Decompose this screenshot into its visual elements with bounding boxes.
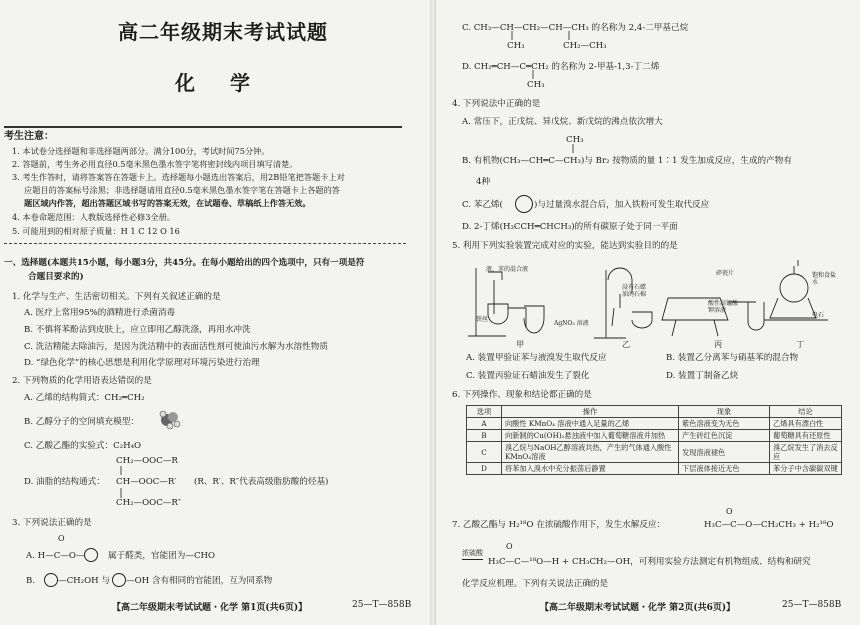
q4-option-a: A. 常压下，正戊烷、异戊烷、新戊烷的沸点依次增大 bbox=[462, 117, 663, 127]
apparatus-jia-label-2: 铁丝 bbox=[476, 316, 489, 323]
table-cell: C bbox=[467, 442, 502, 463]
subject-title: 化 学 bbox=[175, 71, 264, 95]
notice-heading: 考生注意： bbox=[4, 131, 54, 142]
question-3: 3. 下列说法正确的是 bbox=[12, 518, 92, 528]
apparatus-jia-label-3: AgNO₃ 溶液 bbox=[554, 320, 589, 327]
table-cell: 向酸性 KMnO₄ 溶液中通入足量的乙烯 bbox=[502, 418, 679, 430]
q3-a-tail: 属于醛类，官能团为—CHO bbox=[108, 551, 216, 561]
notice-4: 4. 本卷命题范围：人教版选择性必修3全册。 bbox=[12, 212, 175, 222]
q2-option-a: A. 乙烯的结构简式：CH₂═CH₂ bbox=[24, 393, 145, 403]
q2-option-d: D. 油脂的结构通式： bbox=[24, 477, 105, 487]
table-cell: 下层液体接近无色 bbox=[679, 463, 770, 475]
q2-option-c: C. 乙酸乙酯的实验式：C₂H₄O bbox=[24, 441, 142, 451]
q4-option-d: D. 2-丁烯(H₃CCH═CHCH₃)的所有碳原子处于同一平面 bbox=[462, 222, 678, 232]
q5-option-d: D. 装置丁制备乙炔 bbox=[666, 371, 739, 381]
question-5: 5. 利用下列实验装置完成对应的实验，能达到实验目的的是 bbox=[452, 241, 678, 251]
q1-option-c: C. 洗洁精能去除油污，是因为洗洁精中的表面活性剂可使油污水解为水溶性物质 bbox=[24, 342, 328, 352]
q1-option-a: A. 医疗上常用95%的酒精进行杀菌消毒 bbox=[24, 308, 176, 318]
q7-reactant: H₃C—C—O—CH₂CH₃ + H₂¹⁸O bbox=[704, 520, 834, 530]
q4-option-c-pre: C. 苯乙烯( bbox=[462, 200, 503, 210]
notice-5: 5. 可能用到的相对原子质量：H 1 C 12 O 16 bbox=[12, 226, 180, 236]
q2-d-line-mid: CH—OOC—R′ bbox=[116, 477, 177, 487]
q3-c-sub-1: CH₃ bbox=[507, 41, 525, 51]
q3-a-carbonyl-o: O bbox=[58, 534, 65, 543]
q4-b-cont: 4种 bbox=[476, 177, 491, 187]
q3-d-sub: CH₃ bbox=[527, 80, 545, 90]
question-1: 1. 化学与生产、生活密切相关。下列有关叙述正确的是 bbox=[12, 292, 221, 302]
table-cell: 葡萄糖具有还原性 bbox=[770, 430, 842, 442]
q3-d-branch-bond bbox=[530, 70, 536, 80]
apparatus-bing-label-3: 酸性高锰酸钾溶液 bbox=[708, 300, 739, 314]
table-cell: 将苯加入溴水中充分振荡后静置 bbox=[502, 463, 679, 475]
apparatus-tag-jia: 甲 bbox=[516, 339, 525, 349]
q3-b-mid: —CH₂OH 与 bbox=[58, 576, 110, 586]
q4-b-branch-bond bbox=[570, 144, 576, 154]
q5-option-b: B. 装置乙分离苯与硝基苯的混合物 bbox=[666, 353, 799, 363]
benzene-ring-icon bbox=[44, 573, 58, 587]
q4-b-methyl: CH₃ bbox=[566, 135, 584, 145]
q7-carbonyl-o-1: O bbox=[726, 507, 733, 516]
table-header: 现象 bbox=[679, 406, 770, 418]
section-1-heading-cont: 合题目要求的) bbox=[28, 272, 84, 282]
page-1-code: 25—T—858B bbox=[352, 600, 412, 610]
exam-title: 高二年级期末考试试题 bbox=[118, 20, 328, 44]
apparatus-bing-label-2: 浸有石蜡油的石棉 bbox=[622, 284, 647, 298]
q6-table bbox=[466, 405, 842, 475]
table-row bbox=[467, 430, 842, 442]
table-cell: 溴乙烷与NaOH乙醇溶液共热，产生的气体通入酸性KMnO₄溶液 bbox=[502, 442, 679, 463]
apparatus-tag-ding: 丁 bbox=[796, 339, 805, 349]
table-header: 操作 bbox=[502, 406, 679, 418]
benzene-ring-icon bbox=[112, 573, 126, 587]
apparatus-tag-yi: 乙 bbox=[622, 339, 631, 349]
q3-option-d: D. CH₂═CH—C═CH₂ 的名称为 2-甲基-1,3-丁二烯 bbox=[462, 62, 660, 72]
q2-d-line-bot: CH₂—OOC—R″ bbox=[116, 498, 182, 508]
question-4: 4. 下列说法中正确的是 bbox=[452, 99, 541, 109]
styrene-ring-icon bbox=[515, 195, 533, 213]
apparatus-ding-label-2: 电石 bbox=[812, 312, 825, 319]
q3-c-sub-2: CH₂—CH₃ bbox=[563, 41, 607, 51]
section-1-heading: 一、选择题(本题共15小题，每小题3分，共45分。在每小题给出的四个选项中，只有一项是符 bbox=[4, 258, 365, 268]
notice-divider bbox=[4, 243, 406, 244]
table-cell: 发现溶液褪色 bbox=[679, 442, 770, 463]
benzene-ring-icon bbox=[84, 548, 98, 562]
table-cell: A bbox=[467, 418, 502, 430]
question-6: 6. 下列操作、现象和结论都正确的是 bbox=[452, 390, 592, 400]
q3-b-tail: —OH 含有相同的官能团，互为同系物 bbox=[126, 576, 273, 586]
question-7: 7. 乙酸乙酯与 H₂¹⁸O 在浓硫酸作用下，发生水解反应： bbox=[452, 520, 666, 530]
glycerol-backbone-bonds bbox=[119, 466, 123, 500]
apparatus-ding-label-1: 饱和食盐水 bbox=[812, 272, 837, 286]
page-2-code: 25—T—858B bbox=[782, 600, 842, 610]
table-cell: B bbox=[467, 430, 502, 442]
table-cell: 紫色溶液变为无色 bbox=[679, 418, 770, 430]
table-header: 选项 bbox=[467, 406, 502, 418]
q1-option-b: B. 不慎将苯酚沾到皮肤上，应立即用乙醇洗涤，再用水冲洗 bbox=[24, 325, 251, 335]
q7-cont: 化学反应机理。下列有关说法正确的是 bbox=[462, 579, 609, 589]
page-1-footer: 【高二年级期末考试试题・化学 第1页(共6页)】 bbox=[112, 603, 308, 613]
q4-option-b: B. 有机物(CH₃—CH═C—CH₃)与 Br₂ 按物质的量 1∶1 发生加成反应，生成的产物有 bbox=[462, 156, 792, 166]
q5-option-a: A. 装置甲验证苯与液溴发生取代反应 bbox=[466, 353, 607, 363]
table-cell: 溴乙烷发生了消去反应 bbox=[770, 442, 842, 463]
q3-b-label: B. bbox=[26, 576, 36, 586]
q7-catalyst: 浓硫酸 bbox=[462, 548, 483, 560]
q3-c-branch-bonds bbox=[509, 31, 579, 41]
table-header: 结论 bbox=[770, 406, 842, 418]
q7-carbonyl-o-2: O bbox=[506, 542, 513, 551]
q2-d-line-top: CH₂—OOC—R bbox=[116, 456, 178, 466]
table-cell: 苯分子中含碳碳双键 bbox=[770, 463, 842, 475]
q2-d-note: (R、R′、R″代表高级脂肪酸的烃基) bbox=[194, 477, 329, 487]
table-header-row bbox=[467, 406, 842, 418]
table-cell: 产生砖红色沉淀 bbox=[679, 430, 770, 442]
table-row bbox=[467, 442, 842, 463]
q7-product: H₃C—C—¹⁸O—H + CH₃CH₂—OH，可利用实验方法测定有机物组成、结构和研究 bbox=[488, 557, 811, 567]
apparatus-bing-label-1: 碎瓷片 bbox=[716, 270, 735, 277]
q2-option-b: B. 乙醇分子的空间填充模型： bbox=[24, 417, 139, 427]
apparatus-tag-bing: 丙 bbox=[714, 339, 723, 349]
apparatus-jia-label-1: 液、苯的混合液 bbox=[486, 266, 529, 273]
notice-3: 3. 考生作答时，请将答案答在答题卡上。选择题每小题选出答案后，用2B铅笔把答题卡上对 bbox=[12, 172, 345, 182]
table-cell: 向新制的Cu(OH)₂悬浊液中加入葡萄糖溶液并加热 bbox=[502, 430, 679, 442]
ethanol-space-filling-model-icon bbox=[158, 408, 182, 430]
table-row bbox=[467, 463, 842, 475]
q4-option-c-post: )与过量溴水混合后，加入铁粉可发生取代反应 bbox=[534, 200, 710, 210]
table-cell: 乙烯具有漂白性 bbox=[770, 418, 842, 430]
notice-2: 2. 答题前，考生务必用直径0.5毫米黑色墨水签字笔将密封线内项目填写清楚。 bbox=[12, 159, 298, 169]
notice-1: 1. 本试卷分选择题和非选择题两部分。满分100分，考试时间75分钟。 bbox=[12, 146, 270, 156]
question-2: 2. 下列物质的化学用语表达错误的是 bbox=[12, 376, 152, 386]
q5-option-c: C. 装置丙验证石蜡油发生了裂化 bbox=[466, 371, 590, 381]
q1-option-d: D. “绿色化学”的核心思想是利用化学原理对环境污染进行治理 bbox=[24, 358, 260, 368]
table-row bbox=[467, 418, 842, 430]
notice-3b: 应题目的答案标号涂黑；非选择题请用直径0.5毫米黑色墨水签字笔在答题卡上各题的答 bbox=[24, 185, 340, 195]
q3-option-a: A. H—C—O— bbox=[26, 551, 85, 561]
page-2-footer: 【高二年级期末考试试题・化学 第2页(共6页)】 bbox=[540, 603, 736, 613]
q3-option-c: C. CH₃—CH—CH₂—CH—CH₃ 的名称为 2,4-二甲基己烷 bbox=[462, 23, 689, 33]
table-cell: D bbox=[467, 463, 502, 475]
notice-3c: 题区域内作答，超出答题区域书写的答案无效，在试题卷、草稿纸上作答无效。 bbox=[24, 198, 311, 208]
header-rule bbox=[4, 126, 402, 128]
